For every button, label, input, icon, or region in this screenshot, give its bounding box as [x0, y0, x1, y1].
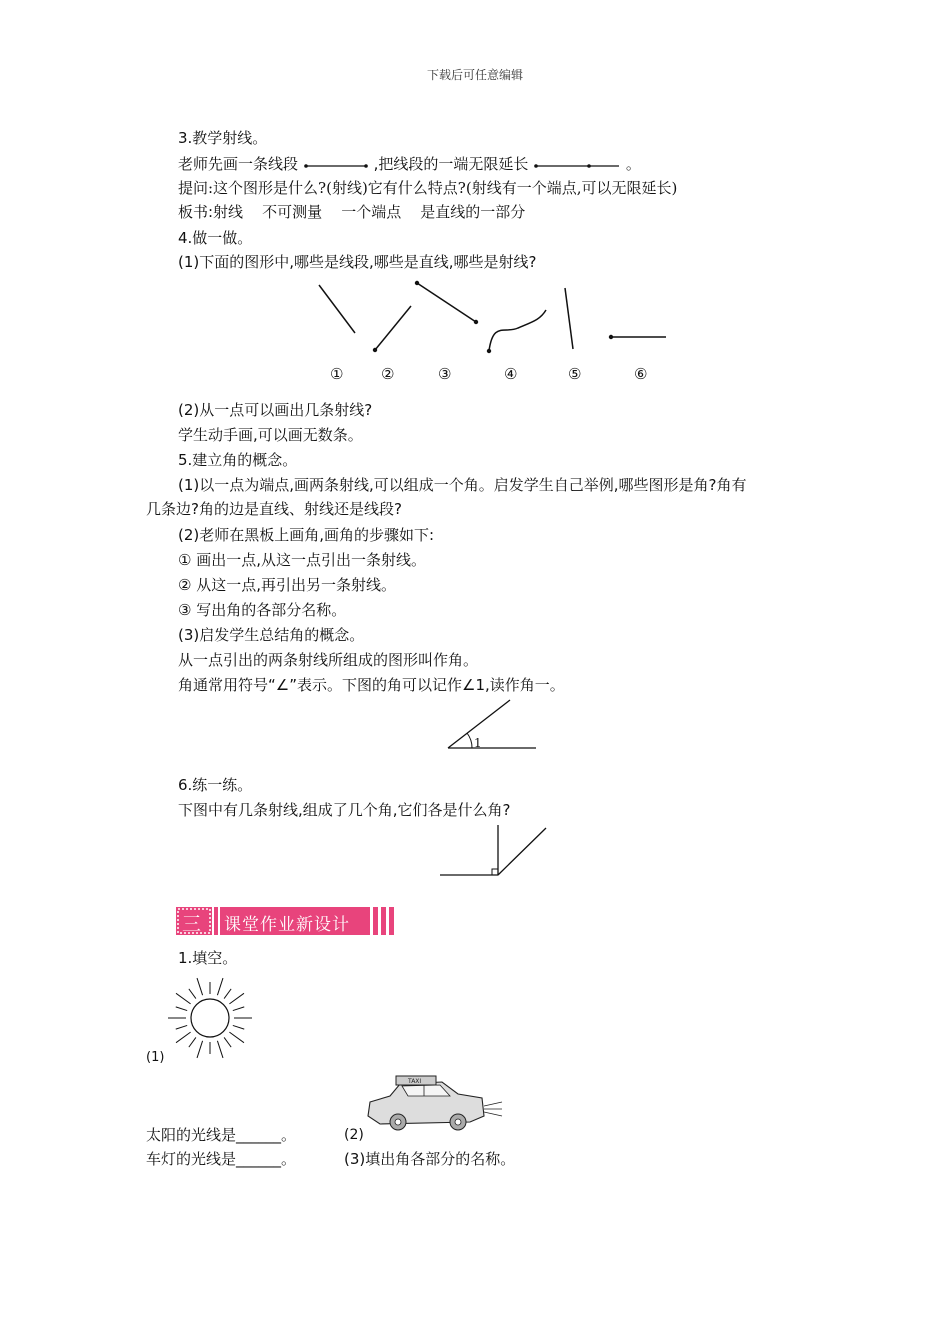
sun-icon	[162, 974, 258, 1064]
sun-ray	[229, 993, 244, 1004]
figure-2	[373, 306, 411, 352]
sun-ray	[176, 1025, 187, 1029]
section-4-question-2: (2)从一点可以画出几条射线?	[178, 401, 373, 419]
sun-ray	[224, 1037, 231, 1047]
figure-4	[487, 310, 546, 353]
car-lights-blank: 车灯的光线是______。	[146, 1150, 297, 1168]
section-banner	[176, 907, 398, 935]
sun-ray	[217, 1041, 223, 1058]
sun-ray	[233, 1025, 244, 1029]
lines-figure	[300, 276, 680, 386]
item-3-instruction: (3)填出角各部分的名称。	[344, 1150, 516, 1168]
step-3: ③ 写出角的各部分名称。	[178, 601, 347, 619]
section-5-para-2: (2)老师在黑板上画角,画角的步骤如下:	[178, 526, 435, 544]
section-4-title: 4.做一做。	[178, 229, 253, 247]
item-2-number: (2)	[344, 1127, 364, 1143]
sun-ray	[176, 1032, 191, 1043]
figure-label-3: ③	[438, 365, 452, 383]
angle-1-figure	[440, 694, 540, 754]
section-6-title: 6.练一练。	[178, 776, 253, 794]
section-6-question: 下图中有几条射线,组成了几个角,它们各是什么角?	[178, 801, 511, 819]
figure-label-6: ⑥	[634, 365, 648, 383]
sun-rays-blank: 太阳的光线是______。	[146, 1126, 297, 1144]
sun-ray	[197, 978, 203, 995]
page-header-note: 下载后可任意编辑	[426, 68, 523, 82]
section-4-question-1: (1)下面的图形中,哪些是线段,哪些是直线,哪些是射线?	[178, 253, 537, 271]
sun-ray	[224, 989, 231, 999]
section-3-line-1a: 老师先画一条线段	[178, 155, 299, 173]
step-2: ② 从这一点,再引出另一条射线。	[178, 576, 396, 594]
sun-ray	[189, 1037, 196, 1047]
angle-label: 1	[474, 736, 482, 750]
figure-label-1: ①	[330, 365, 344, 383]
section-3-board: 板书:射线 不可测量 一个端点 是直线的一部分	[178, 203, 526, 221]
section-3-title: 3.教学射线。	[178, 129, 268, 147]
section-5-para-1a: (1)以一点为端点,画两条射线,可以组成一个角。启发学生自己举例,哪些图形是角?角有	[178, 476, 747, 494]
homework-title: 1.填空。	[178, 949, 238, 967]
section-5-title: 5.建立角的概念。	[178, 451, 298, 469]
figure-5	[565, 288, 573, 349]
sun-ray	[197, 1041, 203, 1058]
section-4-answer-2: 学生动手画,可以画无数条。	[178, 426, 363, 444]
section-3-line-1c: 。	[625, 155, 641, 173]
banner-title: 课堂作业新设计	[224, 915, 350, 935]
figure-label-5: ⑤	[568, 365, 582, 383]
taxi-icon	[360, 1072, 505, 1137]
taxi-sign: TAXI	[408, 1078, 422, 1085]
segment-figure	[303, 158, 369, 172]
angle-definition: 从一点引出的两条射线所组成的图形叫作角。	[178, 651, 479, 669]
sun-ray	[176, 993, 191, 1004]
sun-ray	[217, 978, 223, 995]
sun-ray	[189, 989, 196, 999]
figure-6	[609, 335, 666, 339]
section-3-line-1b: ,把线段的一端无限延长	[373, 155, 529, 173]
section-3-line-1	[178, 154, 641, 174]
rays-figure	[436, 820, 554, 880]
sun-ray	[176, 1007, 187, 1011]
step-1: ① 画出一点,从这一点引出一条射线。	[178, 551, 426, 569]
sun-ray	[233, 1007, 244, 1011]
figure-label-2: ②	[381, 365, 395, 383]
figure-label-4: ④	[504, 365, 518, 383]
banner-number: 三	[182, 913, 202, 935]
item-1-number: (1)	[146, 1050, 165, 1065]
figure-1	[319, 285, 355, 333]
section-3-question: 提问:这个图形是什么?(射线)它有什么特点?(射线有一个端点,可以无限延长)	[178, 179, 678, 197]
ray-figure	[533, 158, 621, 172]
section-5-para-1b: 几条边?角的边是直线、射线还是线段?	[146, 500, 402, 518]
sun-ray	[229, 1032, 244, 1043]
section-5-para-3: (3)启发学生总结角的概念。	[178, 626, 365, 644]
figure-3	[415, 281, 478, 324]
angle-symbol-note: 角通常用符号“∠”表示。下图的角可以记作∠1,读作角一。	[178, 676, 565, 694]
